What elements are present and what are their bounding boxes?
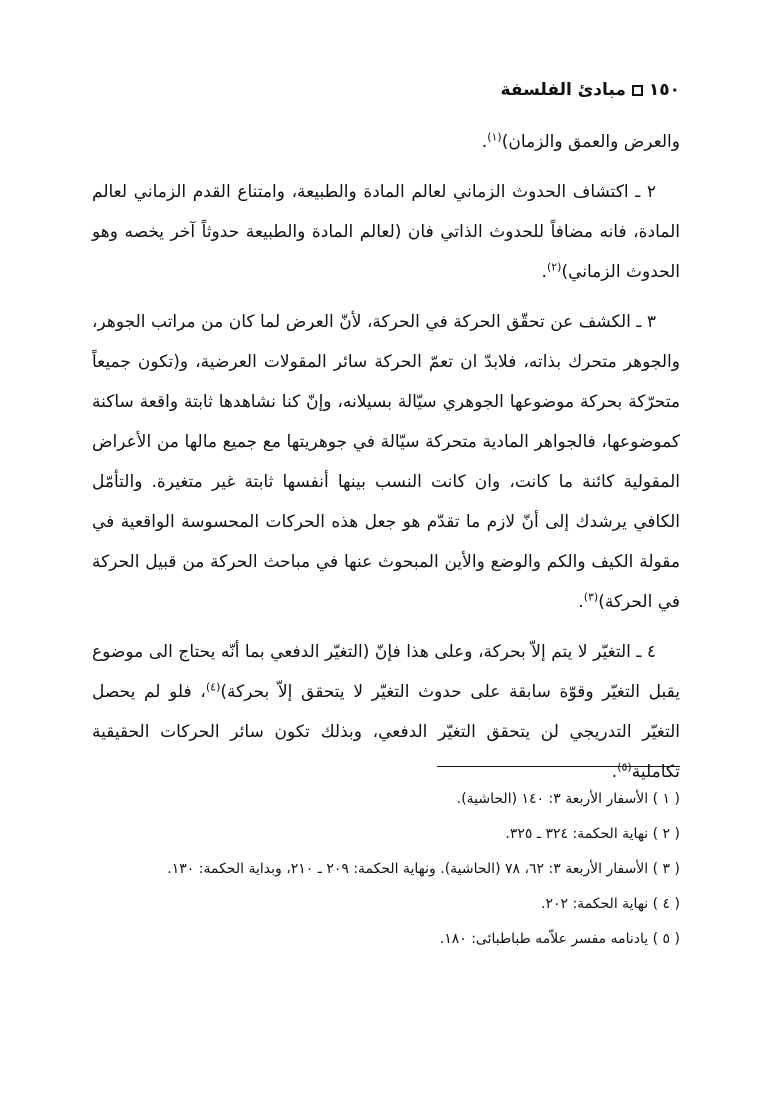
footnotes [70, 782, 680, 957]
footnote-5: ( ٥ ) يادنامه مفسر علاّمه طباطبائى: ١٨٠. [439, 931, 680, 947]
paragraph-1: والعرض والعمق والزمان)$^{(١)}$. [481, 130, 680, 152]
footnote-ref-2: (٢) [546, 260, 562, 274]
running-header [501, 80, 680, 100]
footnote-ref-1: (١) [487, 130, 502, 144]
footnote-ref-5: (٥) [617, 760, 632, 774]
footnote-4: ( ٤ ) نهاية الحكمة: ٢٠٢. [541, 896, 680, 912]
paragraph-4: ٤ ـ التغيّر لا يتم إلاّ بحركة، وعلى هذا فإنّ (التغيّر الدفعي بما أنّه يحتاج الى موضوع يقبل التغيّر وقوّة سابقة على حدوث التغيّر لا يتحقق إلاّ بحركة)$^{(٤)}$، فلو لم يحصل التغيّر التدريجي لن يتحقق التغيّر الدفعي، وبذلك تكون سائر الحركات الحقيقية تكاملية$^{(٥)}$. [92, 642, 680, 782]
footnote-ref-3: (٣) [583, 590, 599, 604]
paragraph-3: ٣ ـ الكشف عن تحقّق الحركة في الحركة، لأنّ العرض لما كان من مراتب الجوهر، والجوهر متحرك بذاته، فلابدّ ان تعمّ الحركة سائر المقولات العرضية، و(تكون جميعاً متحرّكة بحركة موضوعها الجوهري سيّالة بسيلانه، وإنّ كنا نشاهدها ثابتة واقعة ساكنة كموضوعها، فالجواهر المادية متحركة سيّالة في جوهريتها مع جميع مالها من الأعراض المقولية كائنة ما كانت، وان كانت النسب بينها أنفسها ثابتة غير متغيرة. والتأمّل الكافي يرشدك إلى أنّ لازم ما تقدّم هو جعل هذه الحركات المحسوسة الواقعية في مقولة الكيف والكم والوضع والأين المبحوث عنها في مباحث الحركة من قبيل الحركة في الحركة)$^{(٣)}$. [92, 312, 680, 612]
book-title: مبادئ الفلسفة [500, 80, 626, 100]
page-number: ١٥٠ [648, 80, 680, 100]
main-text [92, 122, 680, 802]
square-bullet-icon [632, 85, 643, 96]
footnote-1: ( ١ ) الأسفار الأربعة ٣: ١٤٠ (الحاشية). [456, 791, 680, 807]
footnote-divider [437, 766, 680, 767]
paragraph-2: ٢ ـ اكتشاف الحدوث الزماني لعالم المادة والطبيعة، وامتناع القدم الزماني لعالم المادة، فانه مضافاً للحدوث الذاتي فان (لعالم المادة والطبيعة حدوثاً آخر يخصه وهو الحدوث الزماني)$^{(٢)}$. [92, 182, 680, 282]
footnote-ref-4: (٤) [205, 680, 221, 694]
footnote-3: ( ٣ ) الأسفار الأربعة ٣: ٦٢، ٧٨ (الحاشية). ونهاية الحكمة: ٢٠٩ ـ ٢١٠، وبداية الحكمة: ١٣٠. [167, 861, 680, 877]
footnote-2: ( ٢ ) نهاية الحكمة: ٣٢٤ ـ ٣٢٥. [505, 826, 680, 842]
